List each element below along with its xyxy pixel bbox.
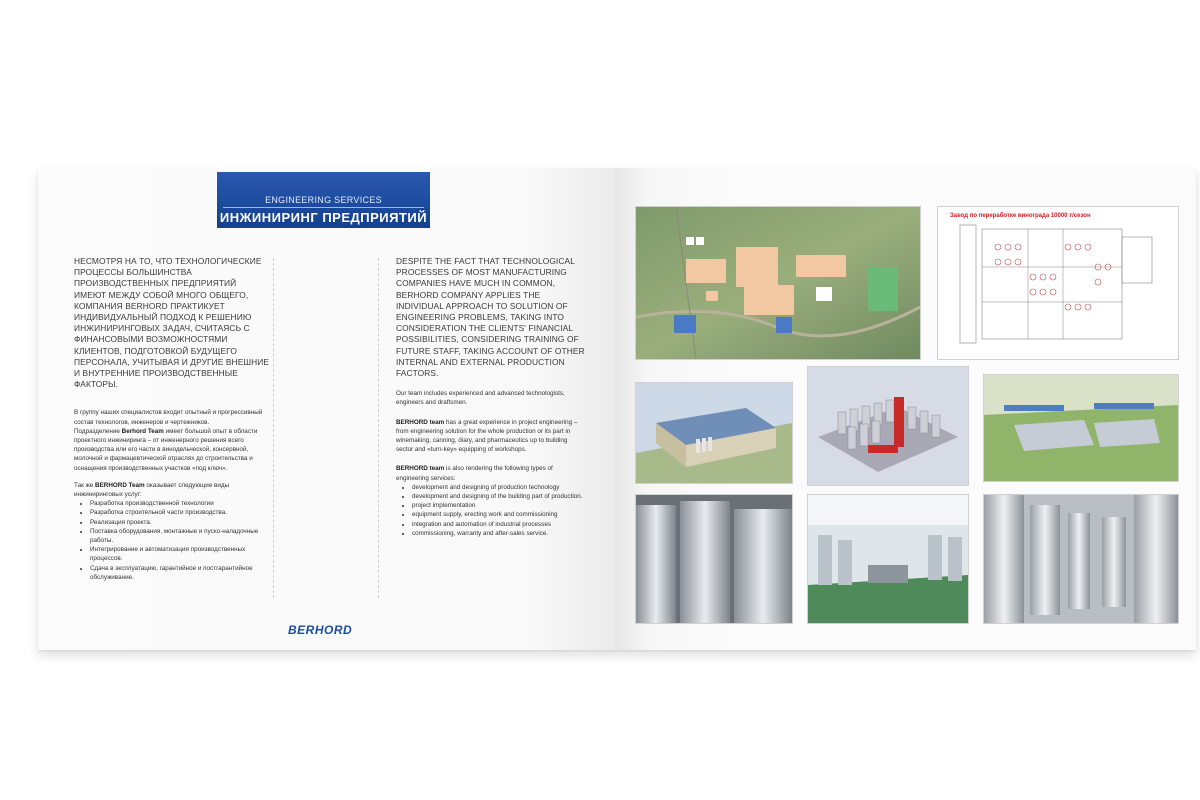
en-services-post: is also rendering the following types of engineering services: <box>396 465 553 482</box>
floor-plan <box>937 206 1179 360</box>
column-divider <box>378 258 379 598</box>
english-column <box>396 256 586 538</box>
list-item: • equipment supply, erecting work and commissioning <box>412 510 586 519</box>
section-header-tab <box>217 172 430 228</box>
list-item: • Реализация проекта. <box>90 518 270 527</box>
ru-services-intro <box>74 481 270 499</box>
header-divider <box>223 207 424 208</box>
ru-services-pre: Так же <box>74 481 96 489</box>
en-lead-paragraph: DESPITE THE FACT THAT TECHNOLOGICAL PROCESSES OF MOST MANUFACTURING COMPANIES HAVE MUCH IN COMMON, BERHORD COMPANY APPLIES THE INDIVIDUAL APPROACH TO SOLUTION OF ENGINEERING PROBLEMS, TAKING INTO CONSIDERATION THE CLIENTS' FINANCIAL POSSIBILITIES, CONSIDERING TRAINING OF FUTURE STAFF, TAKING ACCOUNT OF OTHER INTERNAL AND EXTERNAL PRODUCTION FACTORS. <box>396 256 585 379</box>
factory-render-2 <box>983 374 1179 482</box>
ru-team-text: В группу наших специалистов входит опытный и прогрессивный состав технологов, инженеров и чертежников. <box>74 409 263 426</box>
ru-services-post: оказывает следующие виды инжиниринговых услуг: <box>74 481 230 499</box>
steel-tanks-photo-2 <box>983 494 1179 624</box>
factory-render-1 <box>635 382 793 484</box>
list-item: • Поставка оборудования, монтажные и пуско-наладочные работы. <box>90 527 270 545</box>
ru-division-post: имеет большой опыт в области проектного инжиниринга – от инженерного решения всего производства или его части в винодельческой, консервной, молочной и фармацевтической отраслях до строительства и оснащения производственных участков «под ключ». <box>74 427 258 472</box>
ru-division-bold: Berhord Team <box>121 427 164 435</box>
column-divider <box>273 258 274 598</box>
list-item: • Сдача в эксплуатацию, гарантийное и постгарантийное обслуживание. <box>90 564 270 582</box>
ru-team-paragraph <box>74 408 270 472</box>
aerial-site-photo <box>635 206 921 360</box>
berhord-logo: BERHORD <box>288 623 353 637</box>
list-item: • commissioning, warranty and after-sales service. <box>412 529 586 538</box>
ru-lead-paragraph: НЕСМОТРЯ НА ТО, ЧТО ТЕХНОЛОГИЧЕСКИЕ ПРОЦЕССЫ БОЛЬШИНСТВА ПРОИЗВОДСТВЕННЫХ ПРЕДПРИЯТИЙ ИМЕЮТ МЕЖДУ СОБОЙ МНОГО ОБЩЕГО, КОМПАНИЯ BERHORD ПРАКТИКУЕТ ИНДИВИДУАЛЬНЫЙ ПОДХОД К РЕШЕНИЮ ИНЖИНИРИНГОВЫХ ЗАДАЧ, СЧИТАЯСЬ С ФИНАНСОВЫМИ ВОЗМОЖНОСТЯМИ КЛИЕНТОВ, ПОДГОТОВКОЙ БУДУЩЕГО ПЕРСОНАЛА, УЧИТЫВАЯ И ДРУГИЕ ВНЕШНИЕ И ВНУТРЕННИЕ ПРОИЗВОДСТВЕННЫЕ ФАКТОРЫ. <box>74 256 270 390</box>
tank-farm-render <box>807 366 969 486</box>
left-page <box>38 168 615 650</box>
list-item: • Разработка производственной технологии <box>90 499 270 508</box>
list-item: • development and designing of production technology <box>412 483 586 492</box>
en-team-paragraph: Our team includes experienced and advanced technologists, engineers and draftsmen. <box>396 390 565 407</box>
brochure-spread <box>38 168 1196 650</box>
ru-division-pre: Подразделение <box>74 427 122 435</box>
en-services-intro <box>396 464 586 482</box>
steel-tanks-photo-1 <box>635 494 793 624</box>
en-services-list <box>396 483 586 538</box>
en-experience-bold: BERHORD team <box>396 418 445 426</box>
en-experience-paragraph <box>396 418 586 455</box>
list-item: • project implementation <box>412 501 586 510</box>
ru-services-list <box>74 499 270 582</box>
floor-plan-title: Завод по переработке винограда 10000 т/сезон <box>950 213 1091 219</box>
list-item: • Разработка строительной части производства. <box>90 508 270 517</box>
russian-column <box>74 256 270 582</box>
section-title-en: ENGINEERING SERVICES <box>265 195 382 205</box>
section-title-ru: ИНЖИНИРИНГ ПРЕДПРИЯТИЙ <box>219 210 428 225</box>
production-hall-photo <box>807 494 969 624</box>
ru-services-bold: BERHORD Team <box>95 481 145 489</box>
en-experience-post: has a great experience in project engineering – from engineering solution for the whole production or its part in winemaking, canning, diary, and pharmaceutics up to building sector and «turn-key» equipping of workshops. <box>396 418 578 454</box>
list-item: • development and designing of the building part of production. <box>412 492 586 501</box>
list-item: • integration and automation of industrial processes <box>412 520 586 529</box>
list-item: • Интегрирование и автоматизация производственных процессов. <box>90 545 270 563</box>
right-page <box>615 168 1196 650</box>
en-services-bold: BERHORD team <box>396 465 445 473</box>
